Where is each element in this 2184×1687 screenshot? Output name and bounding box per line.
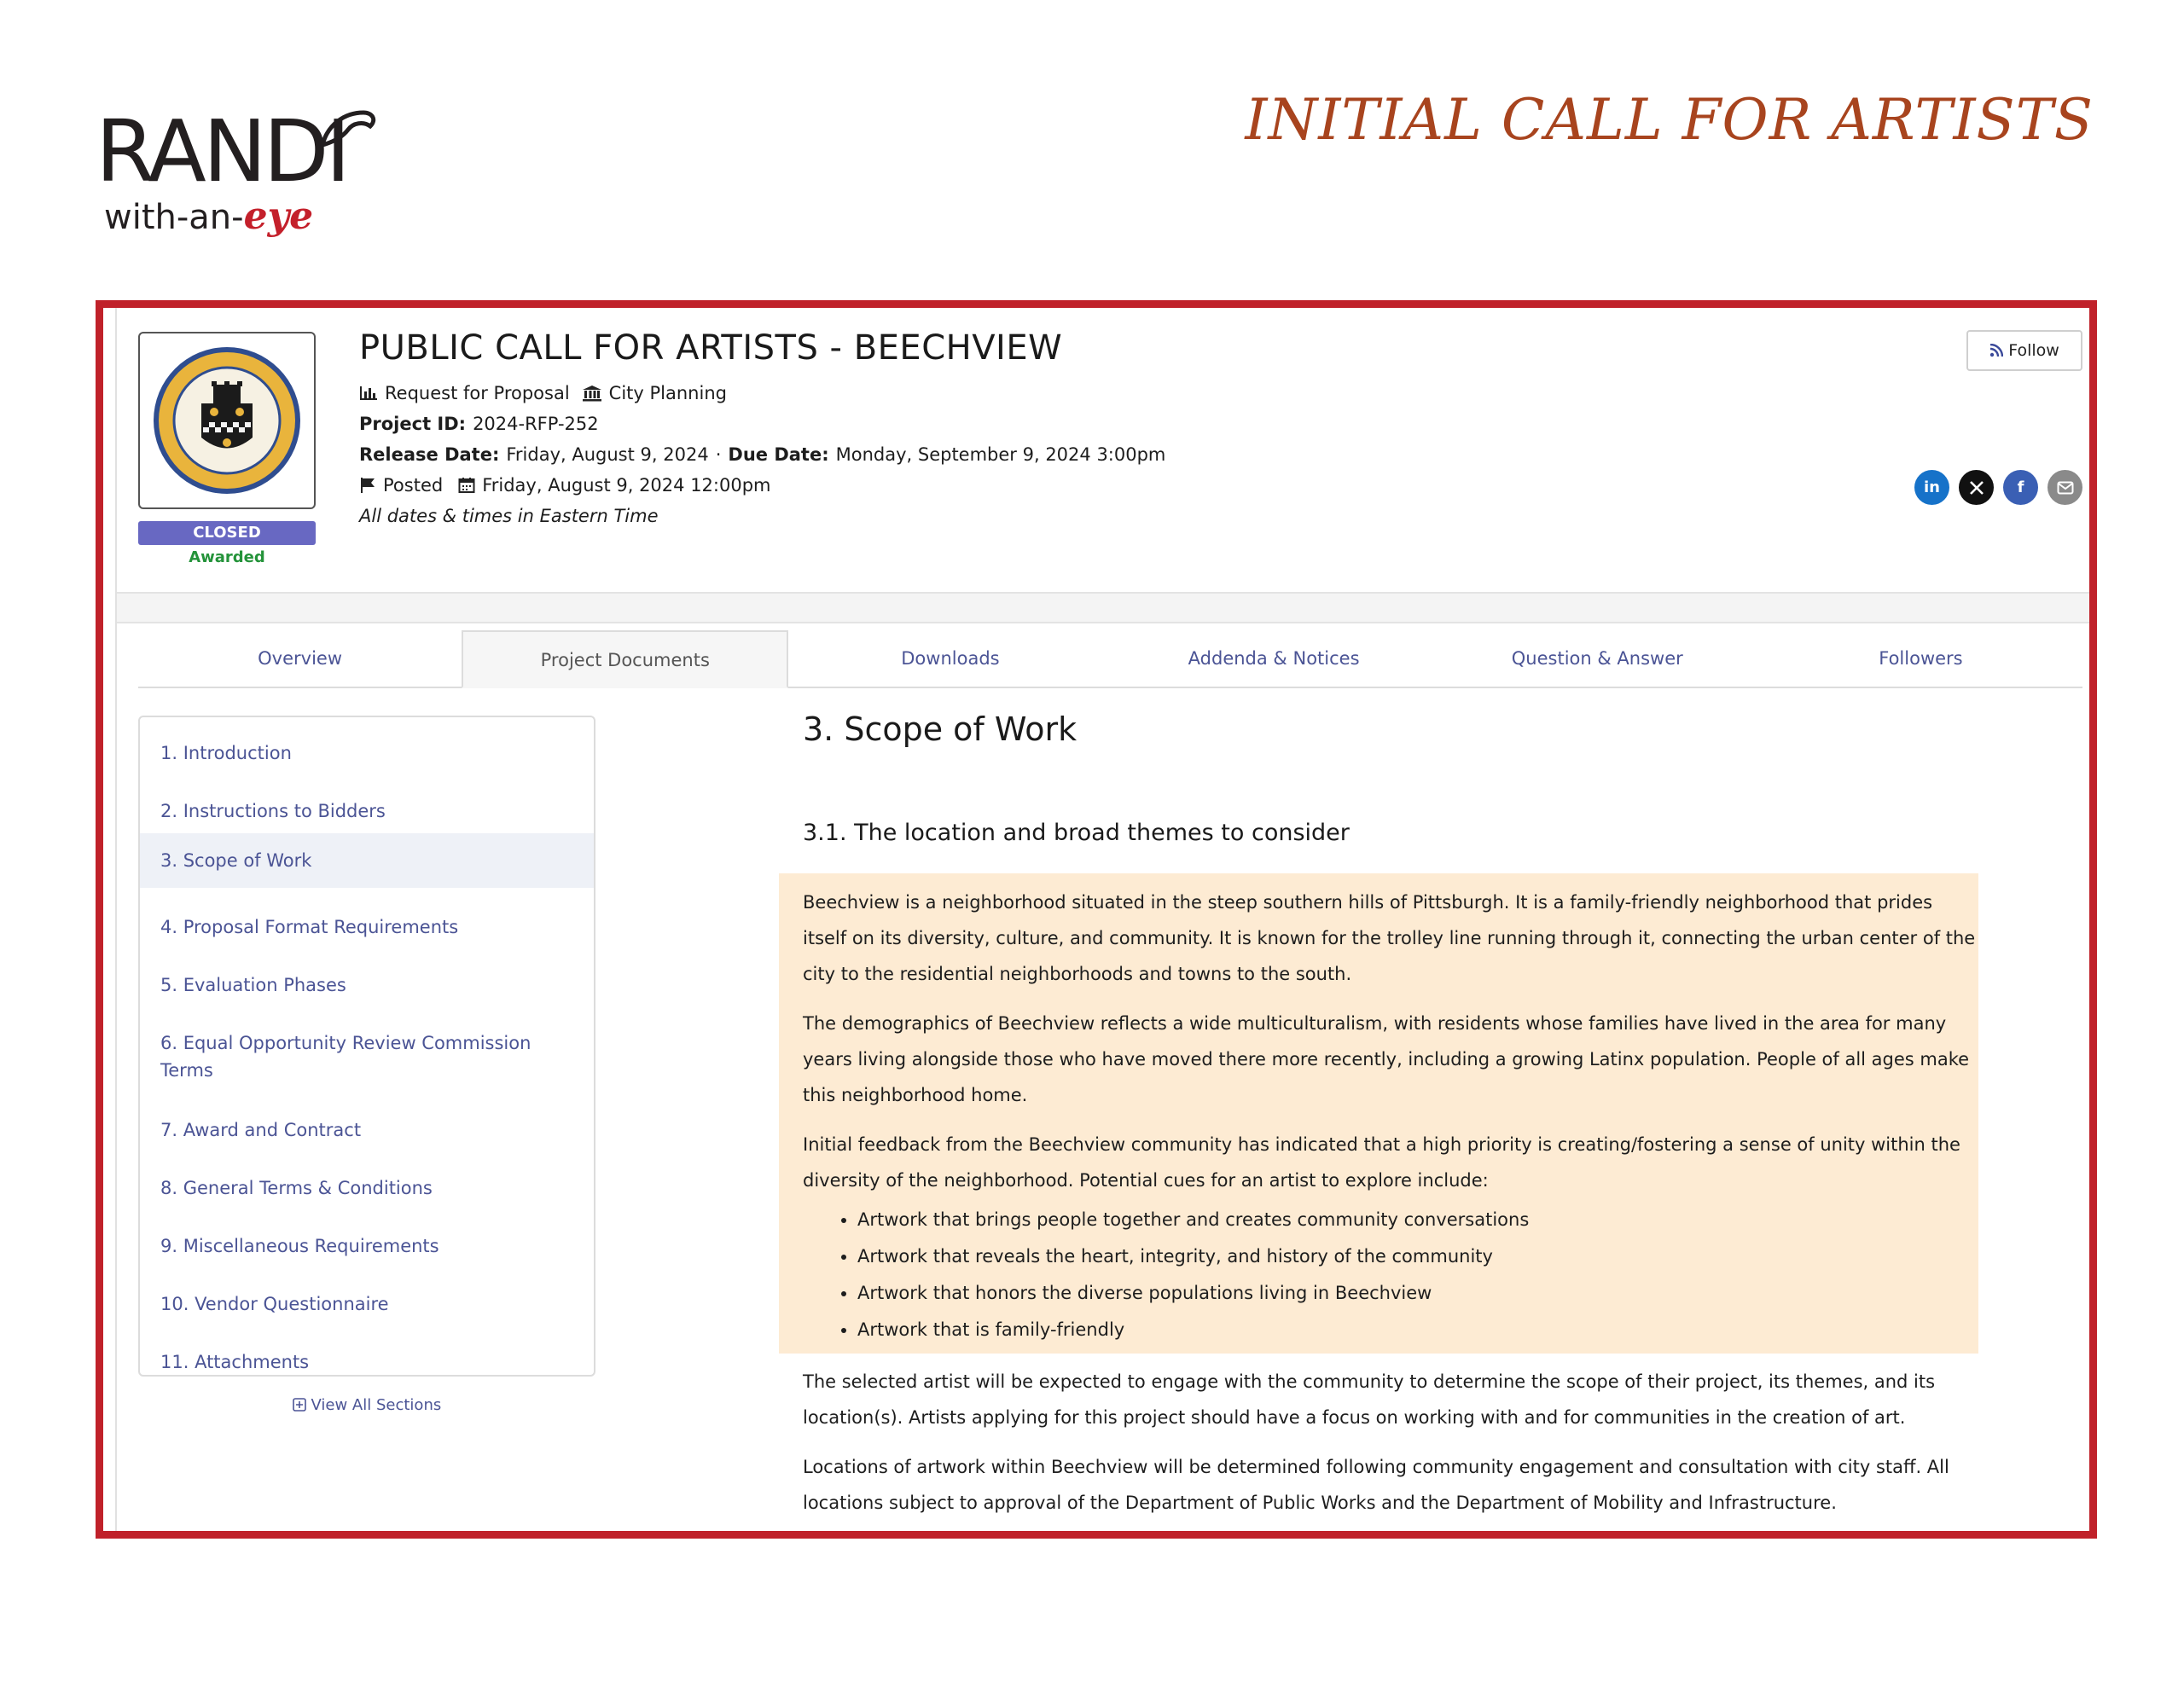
date-separator: · (715, 444, 722, 465)
tab-overview[interactable]: Overview (258, 648, 343, 669)
sidebar-item-instructions[interactable]: 2. Instructions to Bidders (160, 801, 386, 821)
posted-date: Friday, August 9, 2024 12:00pm (482, 475, 771, 496)
tab-followers[interactable]: Followers (1879, 648, 1963, 669)
theme-list (832, 1202, 1529, 1348)
section-heading: 3. Scope of Work (803, 710, 1077, 748)
list-item: • Artwork that brings people together and creates community conversations (857, 1202, 1529, 1238)
email-icon[interactable] (2048, 470, 2082, 505)
section-sidebar (138, 716, 595, 1377)
logo-accent: eye (243, 194, 314, 238)
page-heading: INITIAL CALL FOR ARTISTS (1245, 87, 2094, 153)
project-id: 2024-RFP-252 (473, 414, 599, 434)
sidebar-item-vendor-questionnaire[interactable]: 10. Vendor Questionnaire (160, 1294, 389, 1314)
sidebar-item-introduction[interactable]: 1. Introduction (160, 743, 292, 763)
project-id-label: Project ID: (359, 414, 467, 434)
paragraph-3: Initial feedback from the Beechview community has indicated that a high priority is creating/fostering a sense of unity within the diversity of the neighborhood. Potential cues for an artist to explore include: (803, 1134, 1960, 1191)
plus-square-icon (293, 1398, 306, 1412)
paragraph-2: The demographics of Beechview reflects a wide multiculturalism, with residents whose families have lived in the area for many years living alongside those who have moved there more recently, including a growing Latinx population. People of all ages make this neighborhood home. (803, 1013, 1970, 1105)
tab-bar (138, 630, 2082, 688)
screenshot-frame (96, 300, 2097, 1539)
posted-label: Posted (383, 475, 444, 496)
logo-wordmark: RANDI (96, 101, 348, 201)
project-type-line (359, 383, 727, 403)
follow-label: Follow (2008, 341, 2059, 360)
paragraph-4: The selected artist will be expected to engage with the community to determine the scope of their project, its themes, and its location(s). Artists applying for this project should have a focus on working with and for communities in the creation of art. (803, 1371, 1936, 1428)
linkedin-icon[interactable]: in (1914, 470, 1949, 505)
section-divider (117, 594, 2089, 623)
sidebar-item-scope-of-work[interactable]: 3. Scope of Work (140, 833, 594, 888)
building-icon (582, 385, 602, 402)
logo-tagline-text: with-an- (104, 198, 244, 237)
posted-line (359, 475, 771, 496)
paragraph-1: Beechview is a neighborhood situated in the steep southern hills of Pittsburgh. It is a family-friendly neighborhood that prides itself on its diversity, culture, and community. It is known for the trolley line running through it, connecting the urban center of the city to the residential neighborhoods and towns to the south. (803, 892, 1976, 984)
subsection-heading: 3.1. The location and broad themes to consider (803, 820, 1350, 846)
timezone-note: All dates & times in Eastern Time (359, 506, 659, 526)
award-status: Awarded (189, 548, 265, 566)
pittsburgh-seal-icon (150, 344, 304, 497)
calendar-icon (458, 477, 475, 494)
tab-addenda-notices[interactable]: Addenda & Notices (1188, 648, 1360, 669)
view-all-sections-link[interactable] (138, 1396, 595, 1414)
department: City Planning (608, 383, 727, 403)
facebook-icon[interactable]: f (2003, 470, 2038, 505)
sidebar-item-award[interactable]: 7. Award and Contract (160, 1120, 362, 1140)
release-label: Release Date: (359, 444, 500, 465)
rss-icon (1989, 344, 2003, 357)
project-title: PUBLIC CALL FOR ARTISTS - BEECHVIEW (359, 328, 1063, 368)
sidebar-item-proposal-format[interactable]: 4. Proposal Format Requirements (160, 917, 459, 937)
randi-logo (96, 101, 377, 246)
status-badge: CLOSED (138, 521, 316, 545)
release-date: Friday, August 9, 2024 (506, 444, 709, 465)
list-item: • Artwork that is family-friendly (857, 1312, 1529, 1348)
tab-question-answer[interactable]: Question & Answer (1511, 648, 1683, 669)
project-type: Request for Proposal (385, 383, 570, 403)
follow-button[interactable] (1966, 330, 2082, 371)
logo-tagline (104, 194, 314, 238)
tab-downloads[interactable]: Downloads (901, 648, 1000, 669)
app-window (115, 308, 2089, 1531)
sidebar-item-misc[interactable]: 9. Miscellaneous Requirements (160, 1236, 439, 1256)
sidebar-item-general-terms[interactable]: 8. General Terms & Conditions (160, 1178, 433, 1198)
sidebar-item-equal-opportunity[interactable]: 6. Equal Opportunity Review Commission Terms (160, 1033, 531, 1081)
x-icon[interactable] (1959, 470, 1994, 505)
bar-chart-icon (359, 385, 378, 402)
flame-icon (319, 107, 379, 148)
sidebar-item-evaluation[interactable]: 5. Evaluation Phases (160, 975, 346, 995)
paragraph-5: Locations of artwork within Beechview will be determined following community engagement and consultation with city staff. All locations subject to approval of the Department of Public Works and the Department of Mobility and Infrastructure. (803, 1457, 1949, 1513)
sidebar-item-attachments[interactable]: 11. Attachments (160, 1352, 310, 1372)
project-id-line (359, 414, 599, 434)
tab-project-documents[interactable]: Project Documents (462, 630, 788, 688)
share-buttons (1914, 470, 2082, 505)
project-header (117, 308, 2089, 594)
due-date: Monday, September 9, 2024 3:00pm (835, 444, 1166, 465)
view-all-label: View All Sections (311, 1396, 442, 1414)
list-item: • Artwork that reveals the heart, integrity, and history of the community (857, 1238, 1529, 1275)
timezone-line (359, 506, 659, 526)
flag-icon (359, 477, 376, 494)
city-seal (138, 332, 316, 509)
dates-line (359, 444, 1165, 465)
due-label: Due Date: (728, 444, 829, 465)
list-item: • Artwork that honors the diverse populations living in Beechview (857, 1275, 1529, 1312)
